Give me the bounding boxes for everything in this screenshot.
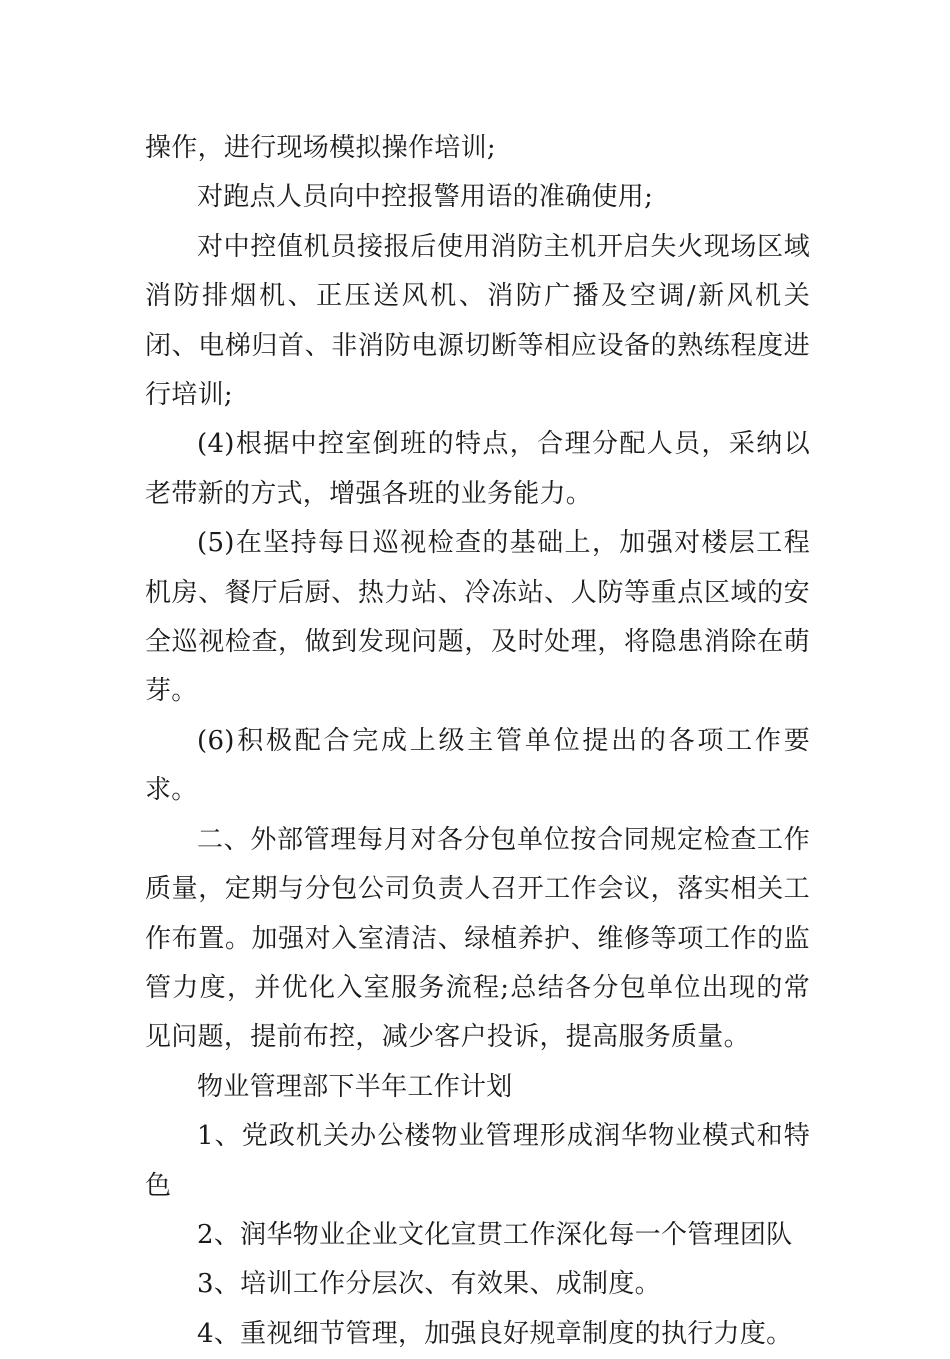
paragraph-external-management: 二、外部管理每月对各分包单位按合同规定检查工作质量，定期与分包公司负责人召开工作会议，落实相关工作布置。加强对入室清洁、绿植养护、维修等项工作的监管力度，并优化入室服务流程;总结各分包单位出现的常见问题，提前布控，减少客户投诉，提高服务质量。 (145, 824, 810, 1053)
paragraph-continuation: 操作，进行现场模拟操作培训; (145, 133, 496, 163)
paragraph-item-4: (4)根据中控室倒班的特点，合理分配人员，采纳以老带新的方式，增强各班的业务能力。 (145, 429, 810, 509)
plan-item-4: 4、重视细节管理，加强良好规章制度的执行力度。 (197, 1318, 793, 1349)
plan-item-1: 1、党政机关办公楼物业管理形成润华物业模式和特色 (145, 1121, 810, 1201)
plan-item-3: 3、培训工作分层次、有效果、成制度。 (197, 1269, 661, 1300)
plan-item-2: 2、润华物业企业文化宣贯工作深化每一个管理团队 (197, 1219, 793, 1250)
paragraph-control-operator-training: 对中控值机员接报后使用消防主机开启失火现场区域消防排烟机、正压送风机、消防广播及空调/新风机关闭、电梯归首、非消防电源切断等相应设备的熟练程度进行培训; (145, 231, 810, 411)
paragraph-alarm-terms: 对跑点人员向中控报警用语的准确使用; (197, 182, 654, 213)
document-body (145, 124, 810, 1359)
paragraph-item-5: (5)在坚持每日巡视检查的基础上，加强对楼层工程机房、餐厅后厨、热力站、冷冻站、人防等重点区域的安全巡视检查，做到发现问题，及时处理，将隐患消除在萌芽。 (145, 528, 810, 707)
section-heading-plan: 物业管理部下半年工作计划 (197, 1071, 513, 1102)
paragraph-item-6: (6)积极配合完成上级主管单位提出的各项工作要求。 (145, 725, 810, 806)
